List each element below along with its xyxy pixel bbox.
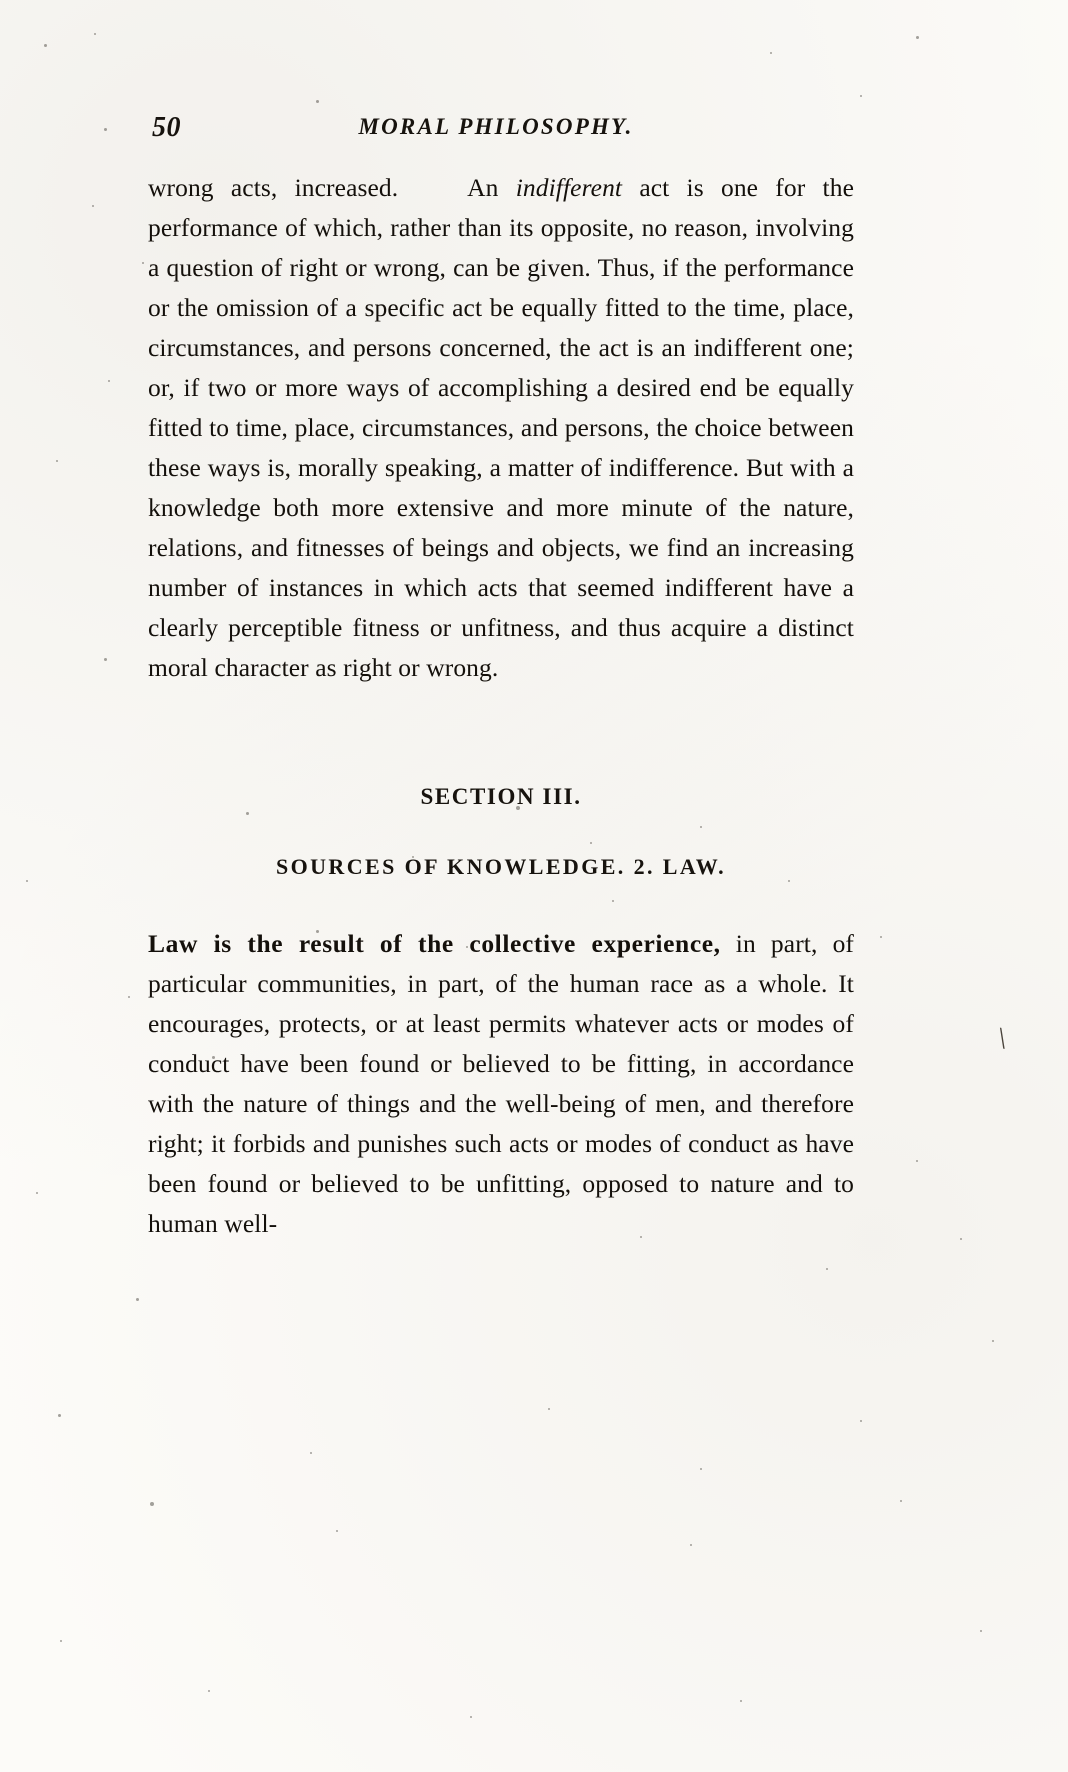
- section-subheading: SOURCES OF KNOWLEDGE. 2. LAW.: [276, 854, 726, 879]
- paragraph-law: [148, 880, 854, 1244]
- text-block: [148, 168, 854, 1244]
- paragraph-1-segment-a: wrong acts, increased.: [148, 173, 399, 202]
- running-head: MORAL PHILOSOPHY.: [358, 114, 634, 139]
- paragraph-law-lead: Law is the result of the collective experience,: [148, 929, 721, 958]
- page-number: 50: [152, 112, 181, 143]
- paragraph-law-rest: in part, of particular communities, in part, of the human race as a whole. It encourages, protects, or at least permits whatever acts or modes of conduct have been found or believed to be fitting, in accordance with the nature of things and the well-being of men, and therefore right; it forbids and punishes such acts or modes of conduct as have been found or believed to be unfitting, opposed to nature and to human well-: [148, 929, 855, 1238]
- paragraph-indifferent-acts: [148, 168, 854, 688]
- paragraph-1-segment-c: act is one for the performance of which, rather than its opposite, no reason, involving a question of right or wrong, can be given. Thus, if the performance or the omission of a specific act be equally fitted to the time, place, circumstances, and persons concerned, the act is an indifferent one; or, if two or more ways of accomplishing a desired end be equally fitted to time, place, circumstances, and persons, the choice between these ways is, morally speaking, a matter of indifference. But with a knowledge both more extensive and more minute of the nature, relations, and fitnesses of beings and objects, we find an increasing number of instances in which acts that seemed indifferent have a clearly perceptible fitness or unfitness, and thus acquire a distinct moral character as right or wrong.: [148, 173, 855, 682]
- emphasis-indifferent: indifferent: [515, 173, 623, 202]
- paragraph-1-segment-b: An: [467, 173, 516, 202]
- margin-pen-mark: \: [994, 1021, 1009, 1056]
- page-header: [130, 110, 690, 150]
- section-heading: SECTION III.: [420, 784, 582, 809]
